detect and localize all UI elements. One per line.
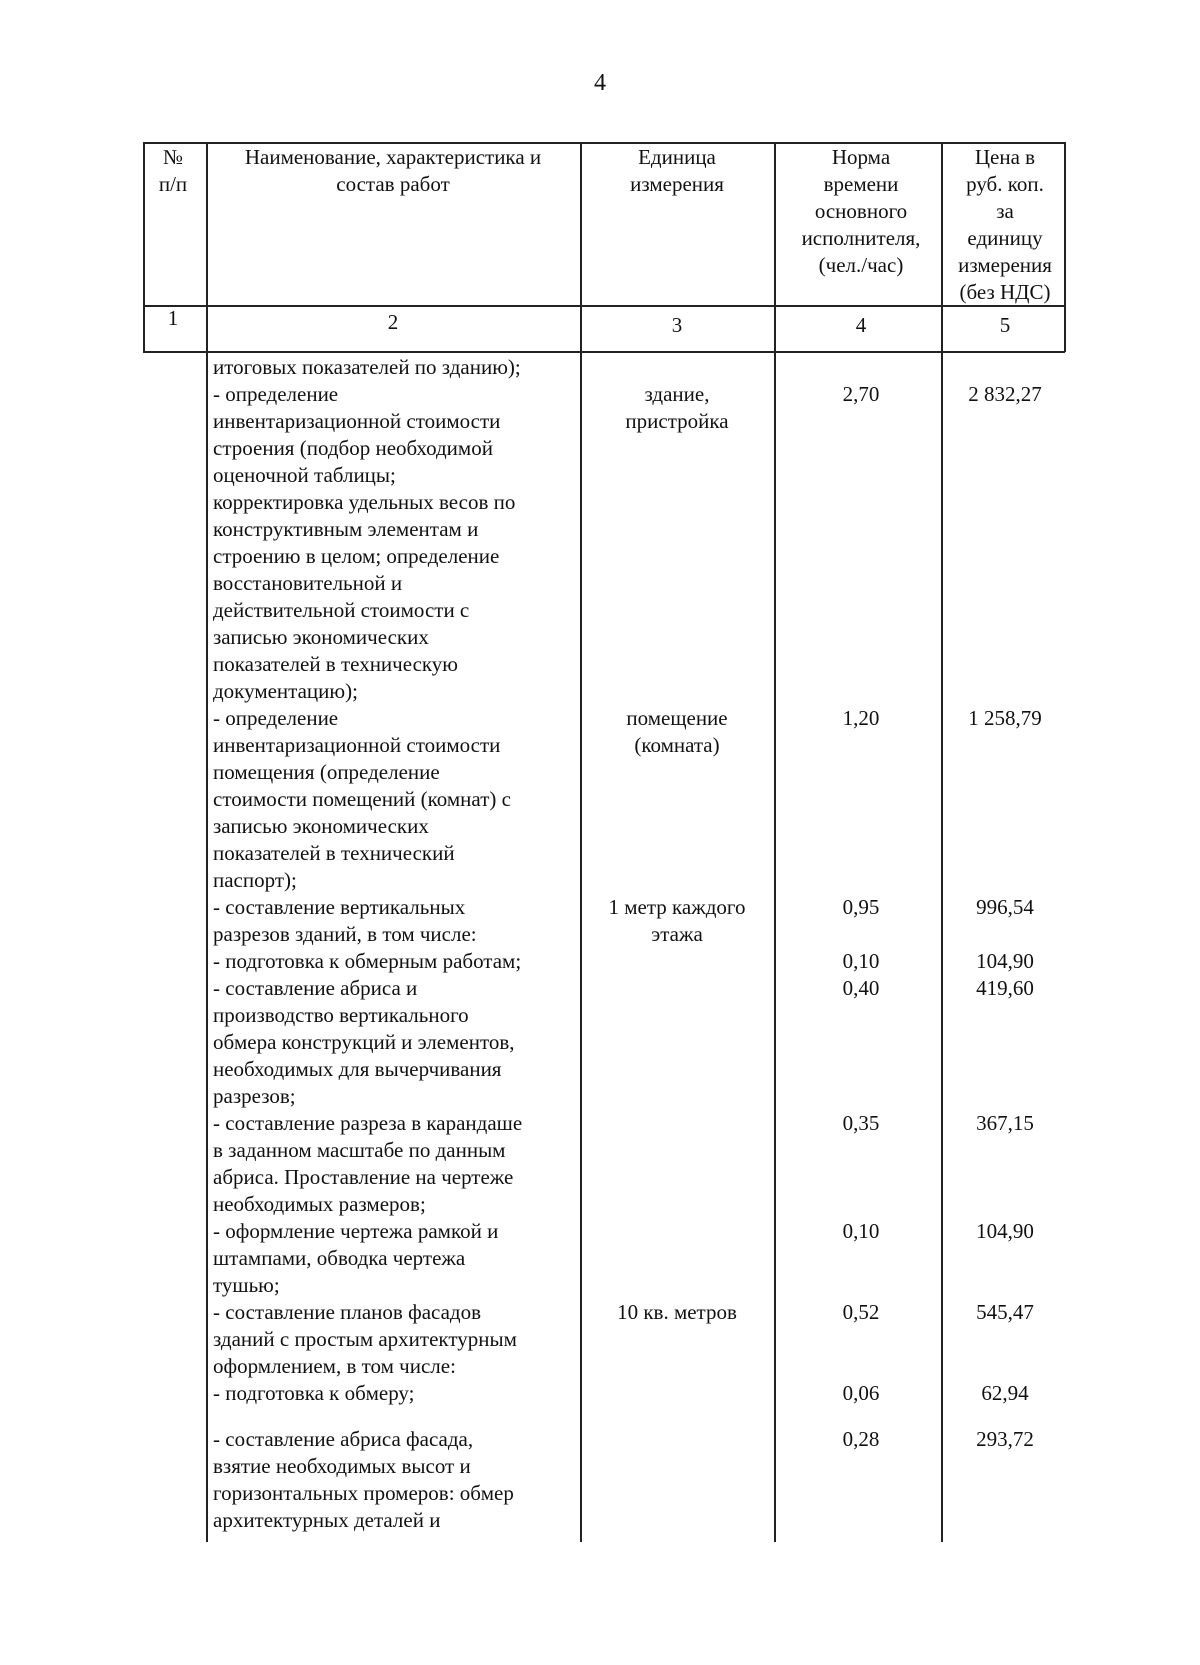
row-description: - подготовка к обмерным работам; — [213, 949, 522, 973]
header-norm: Норма времени основного исполнителя, (чел./час) — [801, 145, 921, 277]
row-price: 996,54 — [976, 895, 1034, 919]
row-norm: 2,70 — [842, 382, 880, 406]
row-norm: 0,52 — [842, 1300, 880, 1324]
row-norm: 0,10 — [842, 949, 880, 973]
row-norm: 0,28 — [842, 1427, 880, 1451]
col-number-3: 3 — [671, 313, 683, 337]
header-name: Наименование, характеристика и состав работ — [244, 145, 542, 196]
row-description: - подготовка к обмеру; — [213, 1381, 415, 1405]
row-unit: здание, пристройка — [625, 382, 729, 433]
row-norm: 0,10 — [842, 1219, 880, 1243]
row-unit: 10 кв. метров — [617, 1300, 737, 1324]
col-number-2: 2 — [387, 310, 399, 334]
row-price: 545,47 — [976, 1300, 1034, 1324]
header-price: Цена в руб. коп. за единицу измерения (без НДС) — [958, 145, 1052, 304]
row-norm: 0,95 — [842, 895, 880, 919]
row-description: - составление разреза в карандаше в заданном масштабе по данным абриса. Проставление на чертеже необходимых размеров; — [213, 1111, 523, 1216]
row-description: - составление абриса фасада, взятие необходимых высот и горизонтальных промеров: обмер архитектурных деталей и — [213, 1427, 514, 1532]
column-number-divider — [143, 351, 1065, 353]
row-norm: 1,20 — [842, 706, 880, 730]
row-description: - составление вертикальных разрезов зданий, в том числе: — [213, 895, 477, 946]
row-price: 62,94 — [981, 1381, 1029, 1405]
row-description: - определение инвентаризационной стоимости помещения (определение стоимости помещений (комнат) с записью экономических показателей в технический паспорт); — [213, 706, 511, 892]
row-norm: 0,35 — [842, 1111, 880, 1135]
header-number: № п/п — [158, 145, 188, 196]
row-description: итоговых показателей по зданию); — [213, 355, 521, 379]
col-number-5: 5 — [999, 313, 1011, 337]
col-number-1: 1 — [167, 306, 179, 330]
header-unit: Единица измерения — [630, 145, 724, 196]
row-description: - составление абриса и производство вертикального обмера конструкций и элементов, необходимых для вычерчивания разрезов; — [213, 976, 515, 1108]
page-number: 4 — [594, 70, 606, 96]
row-unit: 1 метр каждого этажа — [608, 895, 746, 946]
row-norm: 0,40 — [842, 976, 880, 1000]
row-price: 2 832,27 — [968, 382, 1042, 406]
row-norm: 0,06 — [842, 1381, 880, 1405]
row-price: 367,15 — [976, 1111, 1034, 1135]
col-number-4: 4 — [855, 313, 867, 337]
row-price: 1 258,79 — [968, 706, 1042, 730]
row-price: 104,90 — [976, 1219, 1034, 1243]
header-divider — [143, 305, 1065, 307]
row-unit: помещение (комната) — [626, 706, 728, 757]
row-description: - оформление чертежа рамкой и штампами, обводка чертежа тушью; — [213, 1219, 499, 1297]
row-description: - определение инвентаризационной стоимости строения (подбор необходимой оценочной таблицы; корректировка удельных весов по конструктивным элементам и строению в целом; определение восстановительной и действительной стоимости с записью экономических показателей в техническую документацию); — [213, 382, 516, 703]
price-table — [143, 142, 1065, 1542]
row-price: 419,60 — [976, 976, 1034, 1000]
row-price: 293,72 — [976, 1427, 1034, 1451]
row-description: - составление планов фасадов зданий с простым архитектурным оформлением, в том числе: — [213, 1300, 517, 1378]
row-price: 104,90 — [976, 949, 1034, 973]
